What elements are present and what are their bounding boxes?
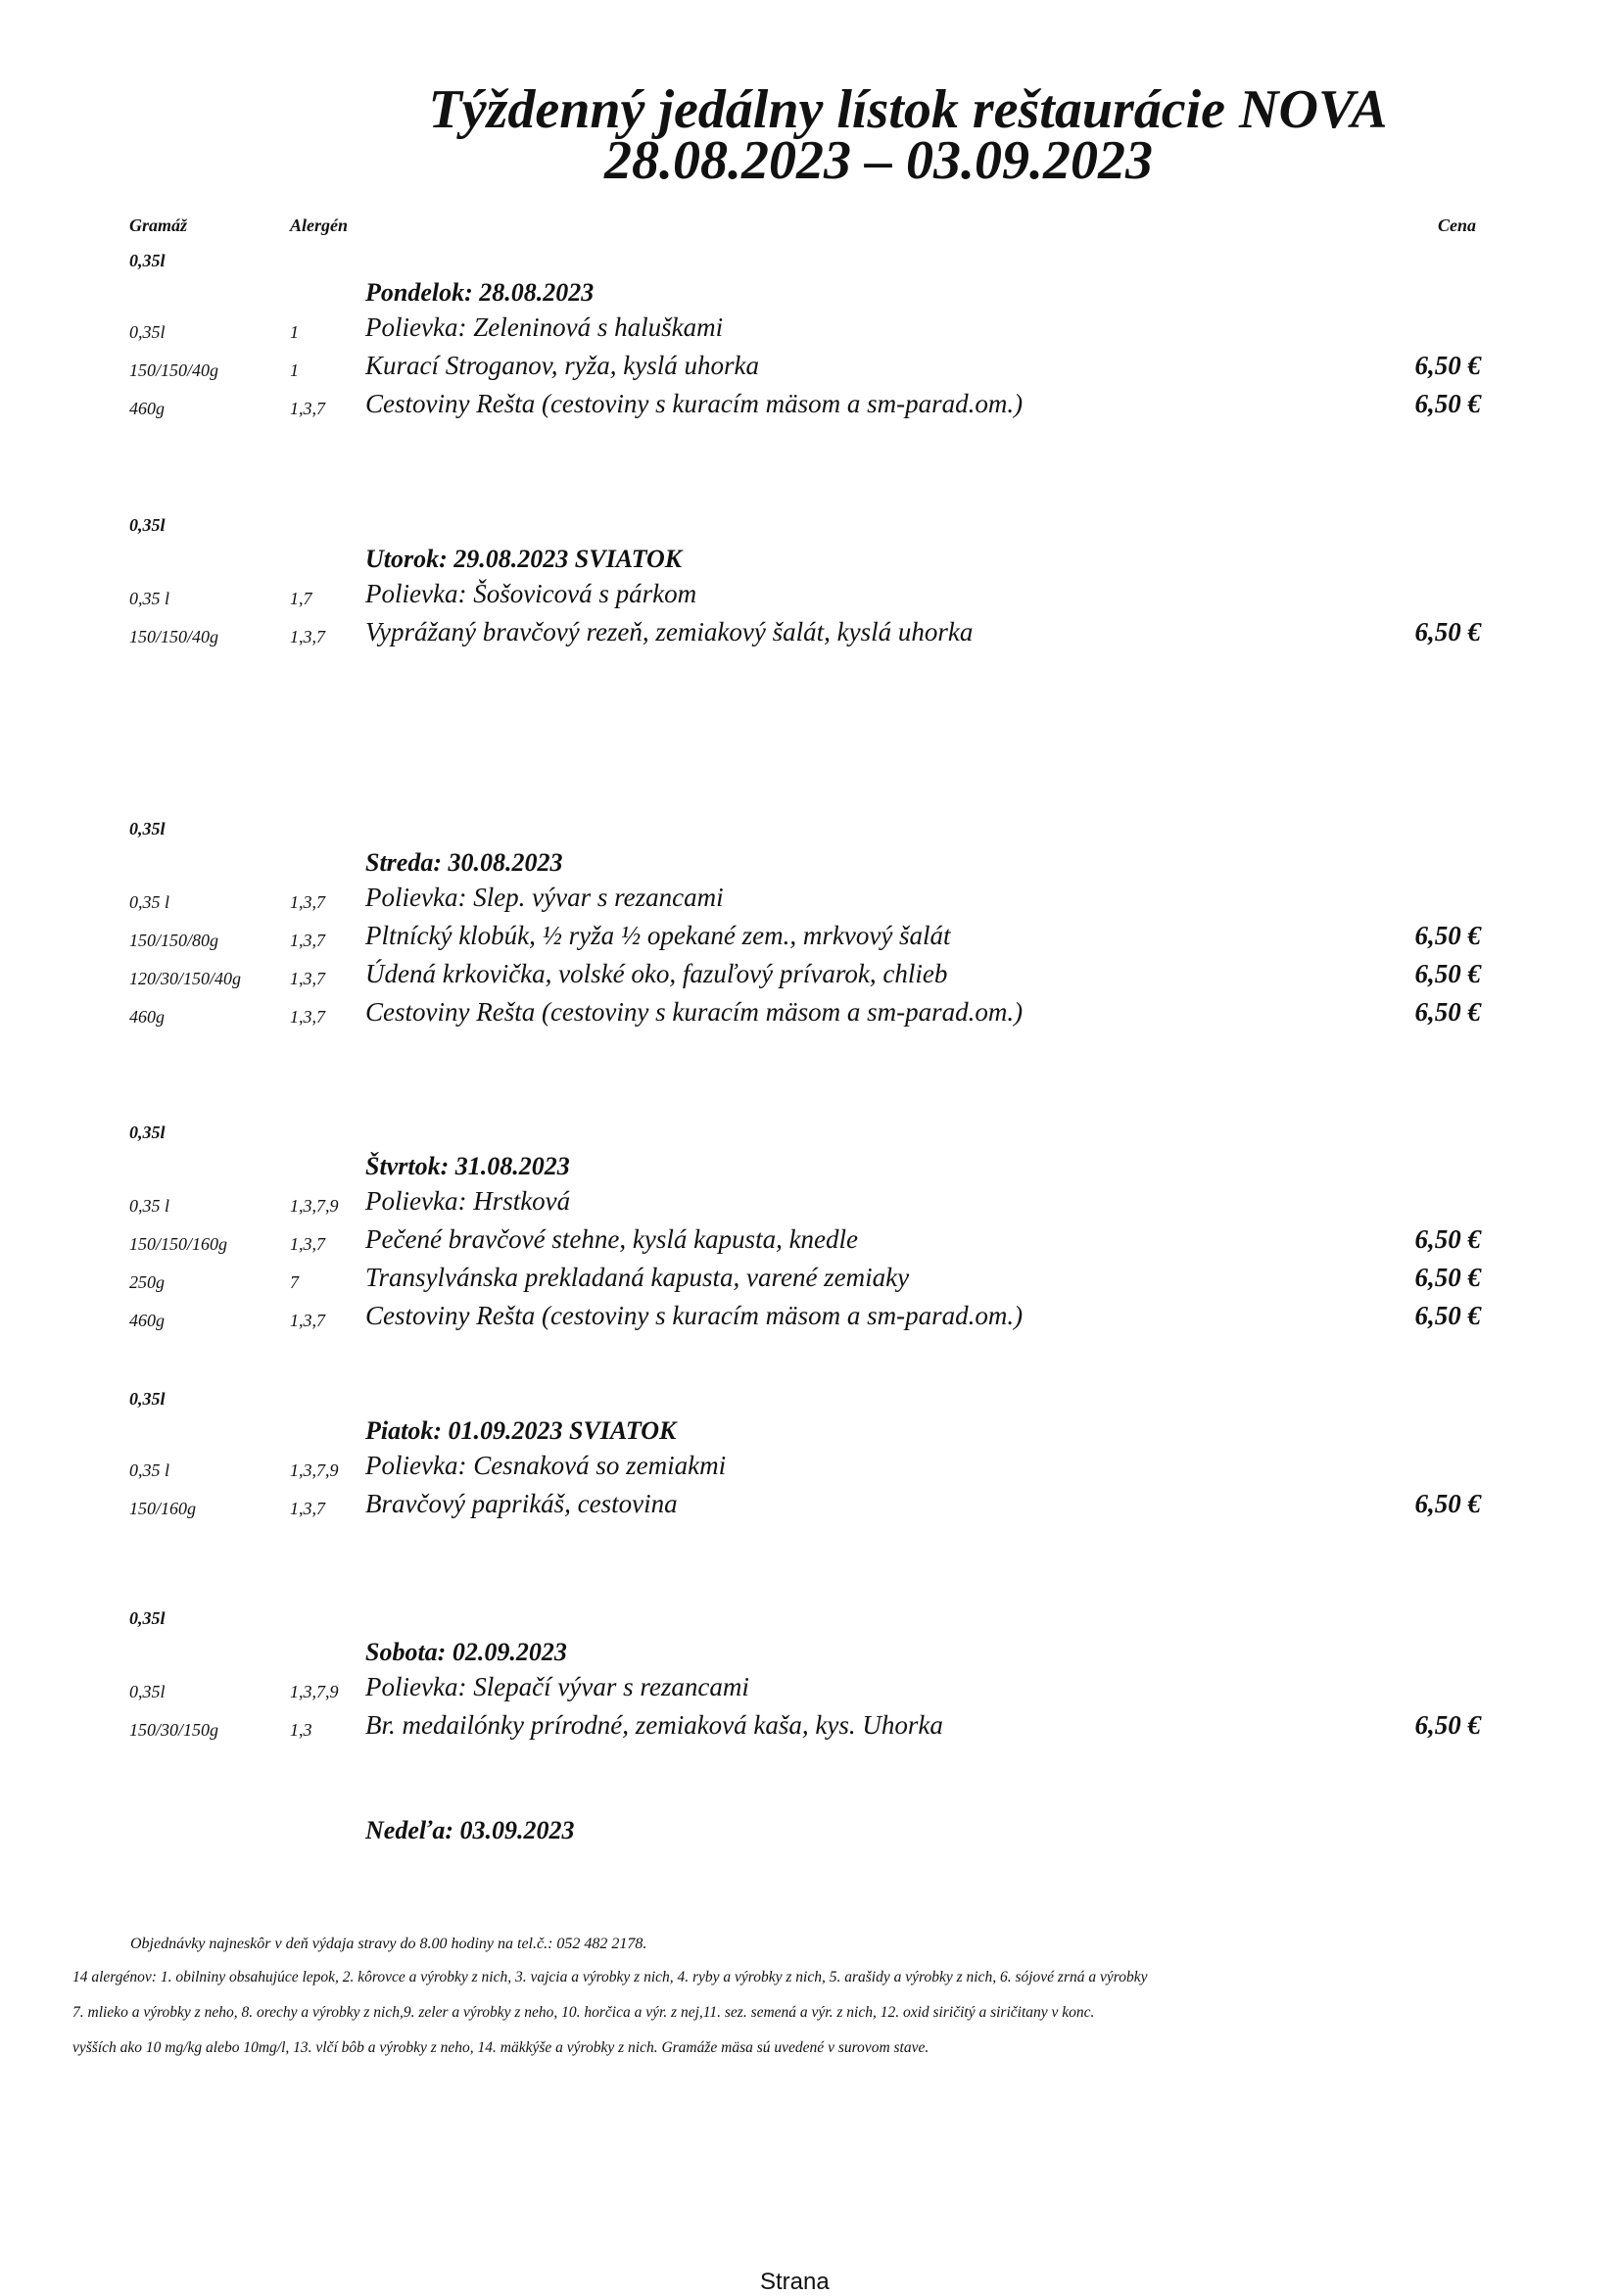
row-dish: Cestoviny Rešta (cestoviny s kuracím mäsom a sm-parad.om.) [365, 997, 1024, 1027]
row-alergen: 1,3 [290, 1720, 312, 1740]
row-dish: Kurací Stroganov, ryža, kyslá uhorka [365, 351, 759, 380]
row-price: 6,50 € [1414, 351, 1481, 380]
row-price: 6,50 € [1414, 617, 1481, 646]
menu-row [0, 921, 1620, 959]
header-alergen: Alergén [290, 215, 349, 235]
menu-row [0, 1301, 1620, 1339]
row-dish: Pltnícký klobúk, ½ ryža ½ opekané zem., mrkvový šalát [365, 921, 951, 950]
day-top-label: 0,35l [129, 1389, 166, 1409]
menu-row [0, 1186, 1620, 1224]
row-alergen: 1 [290, 322, 299, 342]
row-gramaz: 0,35 l [129, 892, 170, 912]
row-alergen: 1,3,7 [290, 399, 325, 418]
footer-orders: Objednávky najneskôr v deň výdaja stravy do 8.00 hodiny na tel.č.: 052 482 2178. [130, 1936, 647, 1952]
menu-row [0, 617, 1620, 655]
row-gramaz: 0,35 l [129, 1196, 170, 1216]
row-alergen: 1 [290, 360, 299, 380]
row-gramaz: 0,35 l [129, 1460, 170, 1480]
row-alergen: 1,3,7 [290, 1499, 325, 1518]
day-top-label: 0,35l [129, 251, 166, 270]
day-name: Nedeľa: 03.09.2023 [365, 1816, 575, 1844]
row-gramaz: 250g [129, 1272, 165, 1292]
row-dish: Polievka: Cesnaková so zemiakmi [365, 1451, 727, 1480]
row-alergen: 7 [290, 1272, 299, 1292]
row-alergen: 1,7 [290, 589, 312, 608]
row-price: 6,50 € [1414, 1489, 1481, 1518]
page-label: Strana [760, 2269, 830, 2295]
menu-row [0, 351, 1620, 389]
footer-allergens-line2: 7. mlieko a výrobky z neho, 8. orechy a výrobky z nich,9. zeler a výrobky z neho, 10. horčica a výr. z nej,11. sez. semená a výr. z nich, 12. oxid siričitý a siričitany v konc. [72, 2004, 1095, 2021]
menu-row [0, 312, 1620, 351]
row-alergen: 1,3,7 [290, 1234, 325, 1254]
row-gramaz: 150/150/40g [129, 627, 219, 646]
menu-row [0, 389, 1620, 427]
day-name: Štvrtok: 31.08.2023 [365, 1152, 570, 1180]
row-price: 6,50 € [1414, 959, 1481, 988]
row-gramaz: 150/150/80g [129, 931, 219, 950]
row-dish: Bravčový paprikáš, cestovina [365, 1489, 678, 1518]
row-dish: Br. medailónky prírodné, zemiaková kaša, kys. Uhorka [365, 1710, 943, 1740]
menu-row [0, 1489, 1620, 1527]
header-cena: Cena [1438, 215, 1477, 235]
menu-row [0, 997, 1620, 1035]
row-alergen: 1,3,7 [290, 969, 325, 988]
footer-allergens-line1: 14 alergénov: 1. obilniny obsahujúce lepok, 2. kôrovce a výrobky z nich, 3. vajcia a výrobky z nich, 4. ryby a výrobky z nich, 5. arašidy a výrobky z nich, 6. sójové zrná a výrobky [72, 1969, 1148, 1985]
row-price: 6,50 € [1414, 1224, 1481, 1254]
row-dish: Polievka: Zeleninová s haluškami [365, 312, 724, 342]
day-top-label: 0,35l [129, 1123, 166, 1142]
row-alergen: 1,3,7 [290, 1007, 325, 1027]
row-dish: Polievka: Slep. vývar s rezancami [365, 883, 724, 912]
menu-row [0, 1263, 1620, 1301]
footer-allergens-line3: vyšších ako 10 mg/kg alebo 10mg/l, 13. vlčí bôb a výrobky z neho, 14. mäkkýše a výrobky z nich. Gramáže mäsa sú uvedené v surovom stave. [72, 2039, 929, 2056]
row-dish: Pečené bravčové stehne, kyslá kapusta, knedle [365, 1224, 859, 1254]
row-gramaz: 150/30/150g [129, 1720, 219, 1740]
row-gramaz: 150/150/40g [129, 360, 219, 380]
row-alergen: 1,3,7,9 [290, 1460, 339, 1480]
row-gramaz: 460g [129, 1311, 165, 1330]
row-dish: Transylvánska prekladaná kapusta, varené zemiaky [365, 1263, 910, 1292]
menu-row [0, 1224, 1620, 1263]
day-top-label: 0,35l [129, 515, 166, 535]
row-gramaz: 460g [129, 1007, 165, 1027]
day-top-label: 0,35l [129, 1608, 166, 1628]
menu-row [0, 959, 1620, 997]
row-dish: Vyprážaný bravčový rezeň, zemiakový šalát, kyslá uhorka [365, 617, 974, 646]
row-alergen: 1,3,7 [290, 931, 325, 950]
row-dish: Polievka: Slepačí vývar s rezancami [365, 1672, 749, 1701]
row-price: 6,50 € [1414, 389, 1481, 418]
row-gramaz: 150/160g [129, 1499, 197, 1518]
day-name: Utorok: 29.08.2023 SVIATOK [365, 545, 683, 573]
row-alergen: 1,3,7 [290, 892, 325, 912]
header-gramaz: Gramáž [129, 215, 188, 235]
row-alergen: 1,3,7,9 [290, 1196, 339, 1216]
row-alergen: 1,3,7 [290, 627, 325, 646]
row-price: 6,50 € [1414, 1263, 1481, 1292]
row-price: 6,50 € [1414, 1710, 1481, 1740]
page-title: Týždenný jedálny lístok reštaurácie NOVA [428, 79, 1388, 140]
row-gramaz: 120/30/150/40g [129, 969, 242, 988]
day-top-label: 0,35l [129, 819, 166, 838]
row-dish: Polievka: Šošovicová s párkom [365, 579, 697, 608]
menu-row [0, 1451, 1620, 1489]
row-alergen: 1,3,7 [290, 1311, 325, 1330]
menu-row [0, 1710, 1620, 1748]
row-gramaz: 0,35 l [129, 589, 170, 608]
row-gramaz: 0,35l [129, 1682, 166, 1701]
day-name: Streda: 30.08.2023 [365, 848, 563, 877]
row-dish: Údená krkovička, volské oko, fazuľový prívarok, chlieb [365, 959, 948, 988]
row-price: 6,50 € [1414, 997, 1481, 1027]
row-dish: Cestoviny Rešta (cestoviny s kuracím mäsom a sm-parad.om.) [365, 1301, 1024, 1330]
day-name: Pondelok: 28.08.2023 [365, 278, 595, 307]
row-gramaz: 150/150/160g [129, 1234, 228, 1254]
row-alergen: 1,3,7,9 [290, 1682, 339, 1701]
row-dish: Cestoviny Rešta (cestoviny s kuracím mäsom a sm-parad.om.) [365, 389, 1024, 418]
menu-row [0, 883, 1620, 921]
row-gramaz: 460g [129, 399, 165, 418]
menu-row [0, 579, 1620, 617]
day-name: Piatok: 01.09.2023 SVIATOK [365, 1416, 677, 1445]
menu-row [0, 1672, 1620, 1710]
row-gramaz: 0,35l [129, 322, 166, 342]
row-price: 6,50 € [1414, 1301, 1481, 1330]
row-price: 6,50 € [1414, 921, 1481, 950]
day-name: Sobota: 02.09.2023 [365, 1638, 567, 1666]
row-dish: Polievka: Hrstková [365, 1186, 571, 1216]
page-date-range: 28.08.2023 – 03.09.2023 [604, 130, 1153, 191]
